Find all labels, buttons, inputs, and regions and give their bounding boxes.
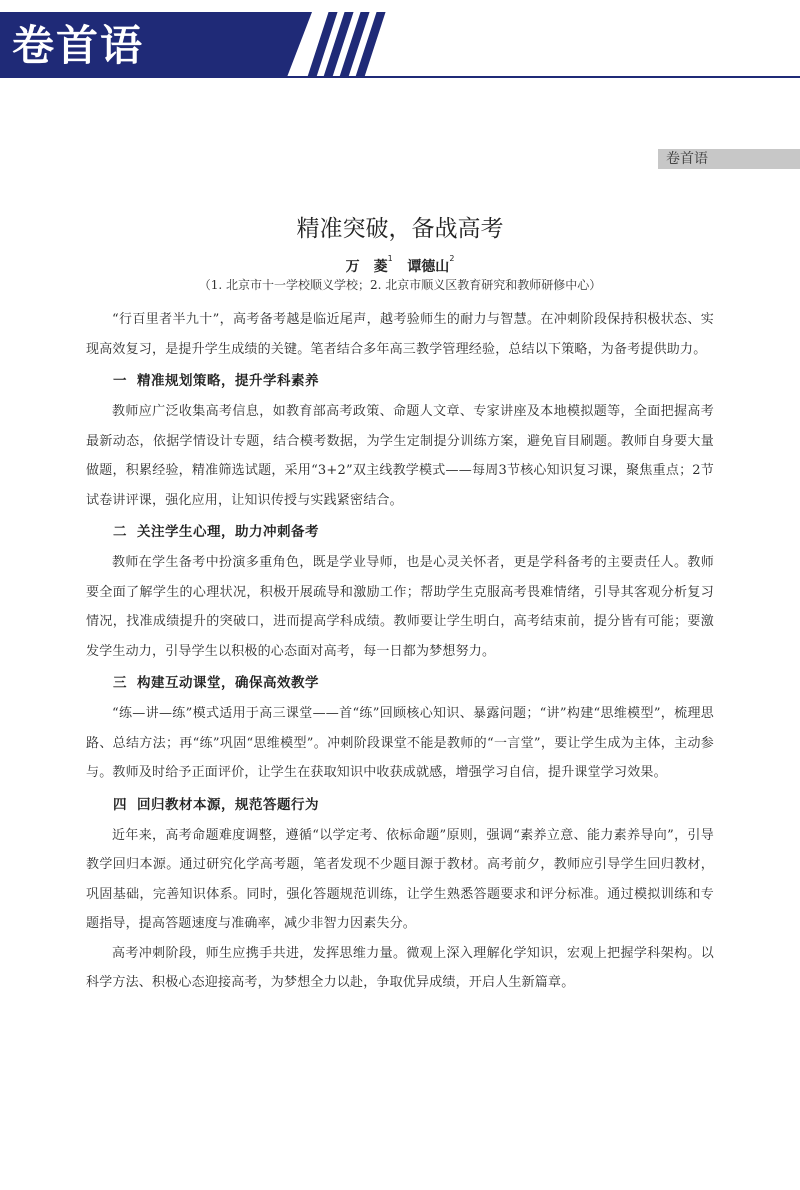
banner-divider — [0, 76, 800, 78]
header-banner — [0, 0, 800, 77]
banner-title: 卷首语 — [12, 21, 145, 70]
intro-paragraph: “行百里者半九十”，高考备考越是临近尾声，越考验师生的耐力与智慧。在冲刺阶段保持积极状态、实现高效复习，是提升学生成绩的关键。笔者结合多年高三教学管理经验，总结以下策略，为备考提供助力。 — [86, 312, 714, 357]
body-paragraph: 高考冲刺阶段，师生应携手共进，发挥思维力量。微观上深入理解化学知识，宏观上把握学科架构。以科学方法、积极心态迎接高考，为梦想全力以赴，争取优异成绩，开启人生新篇章。 — [86, 945, 714, 990]
section-heading: 二 关注学生心理，助力冲刺备考 — [113, 524, 319, 540]
body-paragraph: “练—讲—练”模式适用于高三课堂——首“练”回顾核心知识、暴露问题；“讲”构建“思维模型”，梳理思路、总结方法；再“练”巩固“思维模型”。冲刺阶段课堂不能是教师的“一言堂”，要让学生成为主体，主动参与。教师及时给予正面评价，让学生在获取知识中收获成就感，增强学习自信，提升课堂学习效果。 — [86, 706, 714, 780]
author-affiliation: （1. 北京市十一学校顺义学校；2. 北京市顺义区教育研究和教师研修中心） — [198, 278, 602, 292]
article-authors — [0, 256, 800, 276]
author-superscript: 2 — [449, 254, 455, 263]
section-heading: 四 回归教材本源，规范答题行为 — [113, 796, 319, 813]
body-paragraph: 近年来，高考命题难度调整，遵循“以学定考、依标命题”原则，强调“素养立意、能力素养导向”，引导教学回归本源。通过研究化学高考题，笔者发现不少题目源于教材。高考前夕，教师应引导学生回归教材，巩固基础，完善知识体系。同时，强化答题规范训练，让学生熟悉答题要求和评分标准。通过模拟训练和专题指导，提高答题速度与准确率，减少非智力因素失分。 — [86, 827, 714, 931]
author-name: 万 菱 — [345, 259, 388, 275]
author-name: 谭德山 — [407, 259, 450, 275]
section-heading: 一 精准规划策略，提升学科素养 — [113, 373, 319, 389]
author-superscript: 1 — [387, 254, 393, 263]
article-title: 精准突破，备战高考 — [296, 216, 504, 242]
body-paragraph: 教师在学生备考中扮演多重角色，既是学业导师，也是心灵关怀者，更是学科备考的主要责任人。教师要全面了解学生的心理状况，积极开展疏导和激励工作；帮助学生克服高考畏难情绪，引导其客观分析复习情况，找准成绩提升的突破口，进而提高学科成绩。教师要让学生明白，高考结束前，提分皆有可能；要激发学生动力，引导学生以积极的心态面对高考，每一日都为梦想努力。 — [86, 555, 714, 659]
section-heading: 三 构建互动课堂，确保高效教学 — [113, 675, 319, 691]
article-body — [86, 305, 714, 998]
body-paragraph: 教师应广泛收集高考信息，如教育部高考政策、命题人文章、专家讲座及本地模拟题等，全面把握高考最新动态，依据学情设计专题，结合模考数据，为学生定制提分训练方案，避免盲目刷题。教师自身要大量做题，积累经验，精准筛选试题，采用“3+2”双主线教学模式——每周3节核心知识复习课，聚焦重点；2节试卷讲评课，强化应用，让知识传授与实践紧密结合。 — [86, 404, 714, 508]
section-tag: 卷首语 — [658, 149, 800, 169]
